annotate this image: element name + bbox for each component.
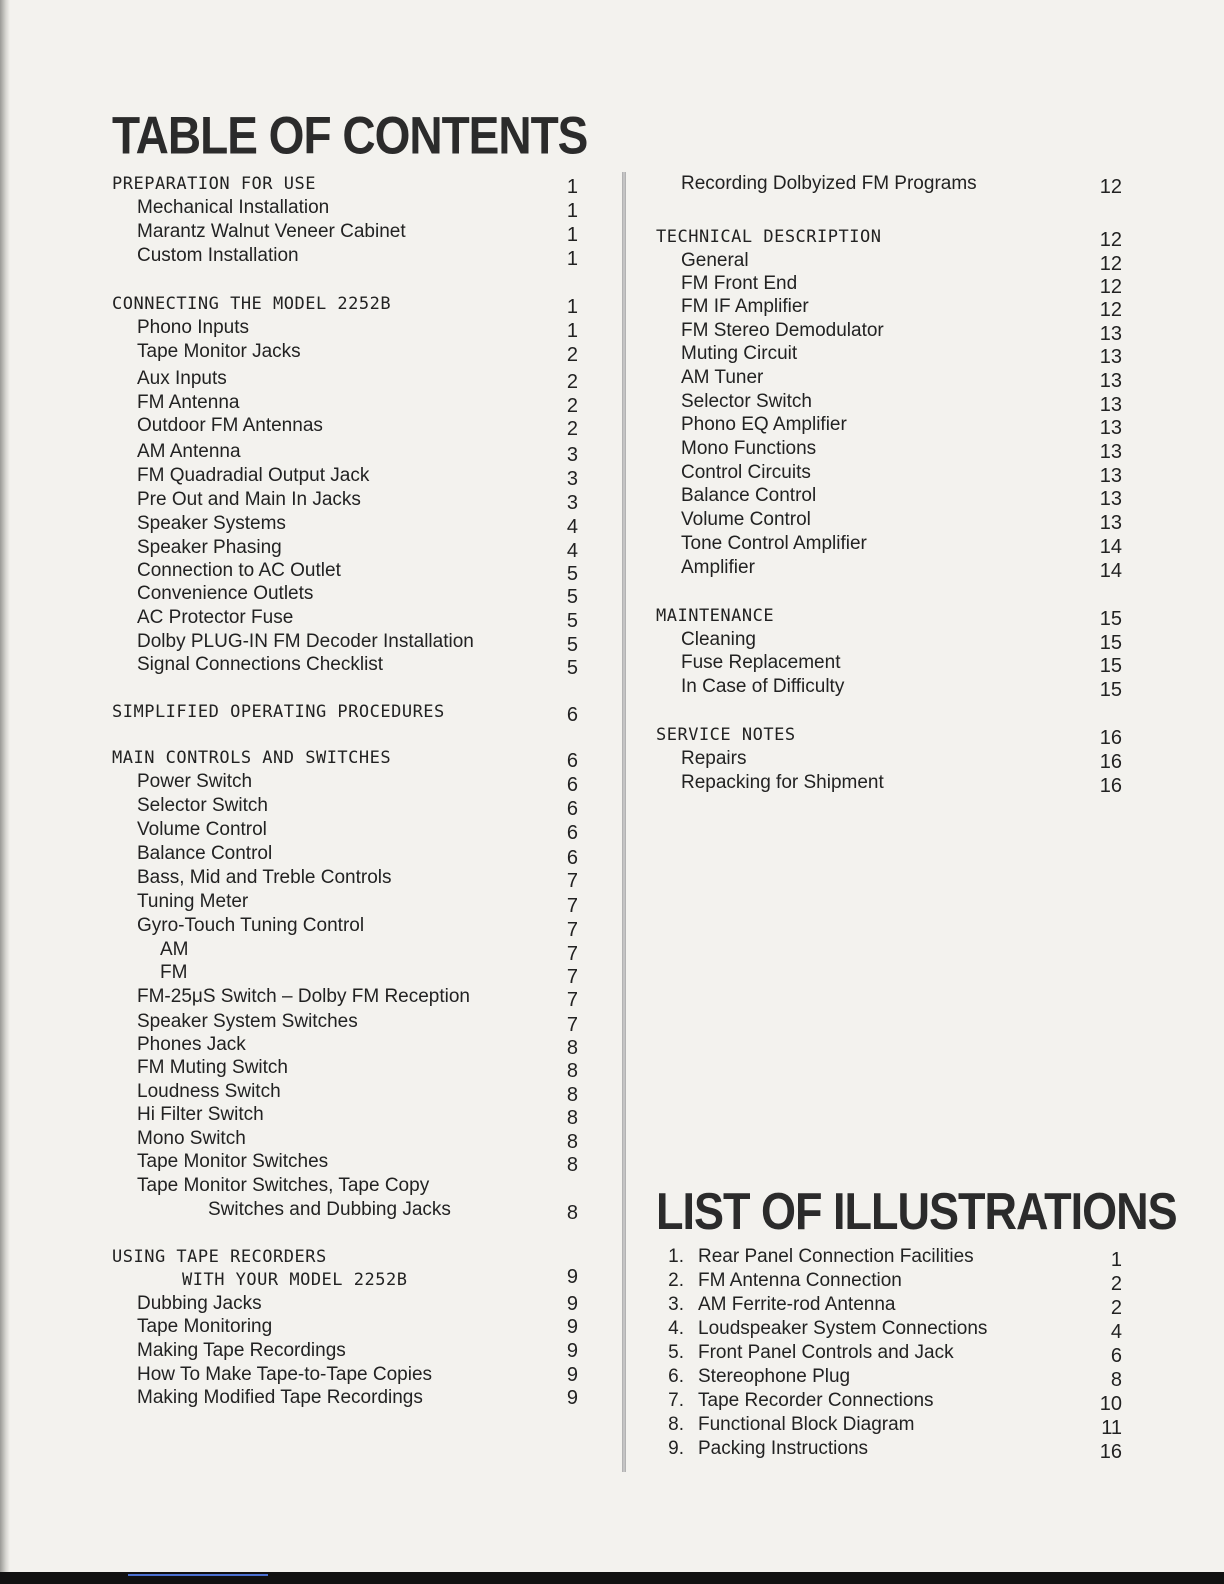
illustration-number: 8. <box>668 1414 684 1435</box>
toc-entry-label: Fuse Replacement <box>681 652 841 673</box>
toc-page-number: 1 <box>566 296 578 318</box>
toc-entry-label: Speaker Phasing <box>137 537 282 558</box>
toc-entry-label: Making Tape Recordings <box>137 1340 346 1361</box>
illustration-number: 9. <box>668 1438 684 1459</box>
toc-page-number: 8 <box>566 1154 578 1176</box>
toc-page-number: 8 <box>566 1202 578 1224</box>
toc-page-number: 13 <box>1099 417 1122 439</box>
toc-page-number: 16 <box>1099 727 1122 749</box>
toc-section-heading: CONNECTING THE MODEL 2252B <box>112 294 392 314</box>
toc-page-number: 7 <box>566 943 578 965</box>
toc-page-number: 7 <box>566 895 578 917</box>
toc-entry-label: Convenience Outlets <box>137 583 314 604</box>
toc-page-number: 3 <box>566 468 578 490</box>
toc-section-heading: MAINTENANCE <box>656 606 775 626</box>
toc-page-number: 13 <box>1099 323 1122 345</box>
toc-entry-label: Mono Functions <box>681 438 817 459</box>
toc-page-number: 7 <box>566 870 578 892</box>
toc-page-number: 16 <box>1099 751 1122 773</box>
toc-page-number: 13 <box>1099 488 1122 510</box>
toc-page-number: 14 <box>1099 536 1122 558</box>
toc-page-number: 13 <box>1099 394 1122 416</box>
toc-page-number: 4 <box>566 516 578 538</box>
toc-page-number: 15 <box>1099 679 1122 701</box>
toc-section-heading: WITH YOUR MODEL 2252B <box>182 1270 408 1290</box>
toc-page-number: 6 <box>566 750 578 772</box>
toc-page-number: 5 <box>566 610 578 632</box>
toc-page-number: 9 <box>566 1364 578 1386</box>
illustration-page-number: 11 <box>1101 1417 1122 1439</box>
toc-entry-label: FM Quadradial Output Jack <box>137 465 370 486</box>
toc-page-number: 9 <box>566 1266 578 1288</box>
toc-page-number: 12 <box>1099 229 1122 251</box>
toc-page-number: 13 <box>1099 512 1122 534</box>
toc-section-heading: SERVICE NOTES <box>656 725 796 745</box>
toc-page-number: 7 <box>566 919 578 941</box>
toc-entry-label: Phono Inputs <box>137 317 249 338</box>
illustration-label: Functional Block Diagram <box>698 1414 915 1435</box>
toc-entry-label: FM Muting Switch <box>137 1057 288 1078</box>
toc-entry-label: Outdoor FM Antennas <box>137 415 323 436</box>
toc-page-number: 3 <box>566 492 578 514</box>
toc-page-number: 12 <box>1099 299 1122 321</box>
toc-entry-label: Volume Control <box>137 819 267 840</box>
toc-page-number: 12 <box>1099 176 1122 198</box>
toc-entry-label: Speaker System Switches <box>137 1011 358 1032</box>
toc-page-number: 8 <box>566 1060 578 1082</box>
scan-bottom-edge <box>0 1572 1224 1584</box>
illustration-number: 7. <box>668 1390 684 1411</box>
toc-page-number: 15 <box>1099 655 1122 677</box>
toc-entry-label: Cleaning <box>681 629 756 650</box>
toc-entry-label: Loudness Switch <box>137 1081 281 1102</box>
illustration-label: Rear Panel Connection Facilities <box>698 1246 974 1267</box>
toc-page-number: 1 <box>566 248 578 270</box>
toc-page-number: 9 <box>566 1387 578 1409</box>
toc-entry-label: Tape Monitor Switches, Tape Copy <box>137 1175 430 1196</box>
illustration-number: 5. <box>668 1342 684 1363</box>
toc-page-number: 15 <box>1099 632 1122 654</box>
toc-page-number: 14 <box>1099 560 1122 582</box>
toc-entry-label: Tape Monitor Switches <box>137 1151 329 1172</box>
toc-entry-label: General <box>681 250 749 271</box>
toc-page-number: 1 <box>566 200 578 222</box>
toc-page-number: 2 <box>566 344 578 366</box>
toc-page-number: 8 <box>566 1107 578 1129</box>
toc-page-number: 5 <box>566 634 578 656</box>
toc-entry-label: FM IF Amplifier <box>681 296 809 317</box>
toc-entry-label: FM Stereo Demodulator <box>681 320 884 341</box>
toc-entry-label: Aux Inputs <box>137 368 227 389</box>
toc-entry-label: Mechanical Installation <box>137 197 330 218</box>
toc-entry-label: Gyro-Touch Tuning Control <box>137 915 365 936</box>
toc-entry-label: Selector Switch <box>137 795 268 816</box>
toc-page-number: 2 <box>566 371 578 393</box>
illustration-label: Loudspeaker System Connections <box>698 1318 988 1339</box>
page-binding-edge <box>0 0 10 1584</box>
toc-entry-label: AM Antenna <box>137 441 241 462</box>
illustration-page-number: 1 <box>1110 1249 1122 1271</box>
toc-entry-label: Signal Connections Checklist <box>137 654 384 675</box>
toc-section-heading: PREPARATION FOR USE <box>112 174 316 194</box>
toc-page-number: 6 <box>566 704 578 726</box>
toc-page-number: 2 <box>566 395 578 417</box>
toc-entry-label: Custom Installation <box>137 245 299 266</box>
toc-page-number: 7 <box>566 966 578 988</box>
toc-section-heading: TECHNICAL DESCRIPTION <box>656 227 882 247</box>
toc-page-number: 7 <box>566 1014 578 1036</box>
toc-entry-label: Selector Switch <box>681 391 812 412</box>
toc-entry-label: Amplifier <box>681 557 755 578</box>
toc-page-number: 1 <box>566 224 578 246</box>
illustration-number: 2. <box>668 1270 684 1291</box>
toc-entry-label: Volume Control <box>681 509 811 530</box>
toc-entry-label: How To Make Tape-to-Tape Copies <box>137 1364 433 1385</box>
toc-entry-label: FM Antenna <box>137 392 240 413</box>
toc-page-number: 5 <box>566 586 578 608</box>
illustration-number: 1. <box>668 1246 684 1267</box>
illustration-number: 4. <box>668 1318 684 1339</box>
toc-section-heading: MAIN CONTROLS AND SWITCHES <box>112 748 392 768</box>
illustration-label: Tape Recorder Connections <box>698 1390 934 1411</box>
toc-entry-label: Connection to AC Outlet <box>137 560 341 581</box>
toc-entry-label: Mono Switch <box>137 1128 246 1149</box>
illustration-number: 3. <box>668 1294 684 1315</box>
toc-page-number: 6 <box>566 822 578 844</box>
illustration-label: Stereophone Plug <box>698 1366 851 1387</box>
toc-page-number: 13 <box>1099 441 1122 463</box>
toc-entry-label: Repairs <box>681 748 747 769</box>
toc-page-number: 6 <box>566 798 578 820</box>
toc-page-number: 5 <box>566 657 578 679</box>
toc-page-number: 9 <box>566 1340 578 1362</box>
toc-entry-label: FM <box>160 962 188 983</box>
toc-page-number: 15 <box>1099 608 1122 630</box>
toc-page-number: 1 <box>566 176 578 198</box>
toc-page-number: 6 <box>566 847 578 869</box>
toc-page-number: 13 <box>1099 465 1122 487</box>
toc-entry-label: FM-25μS Switch – Dolby FM Reception <box>137 986 471 1007</box>
illustration-page-number: 4 <box>1110 1321 1122 1343</box>
illustration-page-number: 8 <box>1110 1369 1122 1391</box>
toc-entry-label: Dubbing Jacks <box>137 1293 262 1314</box>
toc-page-number: 8 <box>566 1084 578 1106</box>
toc-entry-label: Muting Circuit <box>681 343 798 364</box>
illustration-number: 6. <box>668 1366 684 1387</box>
toc-page-number: 8 <box>566 1037 578 1059</box>
column-divider <box>622 172 626 1472</box>
toc-entry-label: Making Modified Tape Recordings <box>137 1387 423 1408</box>
toc-entry-label: Phones Jack <box>137 1034 246 1055</box>
toc-entry-label: Speaker Systems <box>137 513 286 534</box>
toc-title: TABLE OF CONTENTS <box>112 105 588 165</box>
toc-entry-label: FM Front End <box>681 273 798 294</box>
toc-entry-label: Bass, Mid and Treble Controls <box>137 867 392 888</box>
toc-entry-label: Phono EQ Amplifier <box>681 414 847 435</box>
toc-entry-label: AM Tuner <box>681 367 764 388</box>
toc-entry-label: Tone Control Amplifier <box>681 533 867 554</box>
illustration-label: Packing Instructions <box>698 1438 869 1459</box>
toc-entry-label: AC Protector Fuse <box>137 607 294 628</box>
toc-section-heading: SIMPLIFIED OPERATING PROCEDURES <box>112 702 445 722</box>
toc-page-number: 13 <box>1099 346 1122 368</box>
toc-page-number: 16 <box>1099 775 1122 797</box>
toc-entry-label: Pre Out and Main In Jacks <box>137 489 361 510</box>
toc-page-number: 8 <box>566 1131 578 1153</box>
toc-entry-label: Repacking for Shipment <box>681 772 884 793</box>
toc-page-number: 4 <box>566 540 578 562</box>
illustration-page-number: 10 <box>1099 1393 1122 1415</box>
toc-page-number: 2 <box>566 418 578 440</box>
toc-entry-label: Recording Dolbyized FM Programs <box>681 173 977 194</box>
toc-page-number: 3 <box>566 444 578 466</box>
toc-page-number: 13 <box>1099 370 1122 392</box>
toc-entry-label: Power Switch <box>137 771 253 792</box>
toc-entry-label: AM <box>160 939 189 960</box>
toc-page-number: 5 <box>566 563 578 585</box>
toc-entry-label: Dolby PLUG-IN FM Decoder Installation <box>137 631 474 652</box>
toc-entry-label: Hi Filter Switch <box>137 1104 264 1125</box>
toc-entry-label: Tuning Meter <box>137 891 249 912</box>
toc-entry-label: Tape Monitor Jacks <box>137 341 301 362</box>
illustration-label: FM Antenna Connection <box>698 1270 902 1291</box>
illustration-page-number: 2 <box>1110 1273 1122 1295</box>
toc-page-number: 6 <box>566 774 578 796</box>
toc-entry-label: Tape Monitoring <box>137 1316 273 1337</box>
illustration-page-number: 16 <box>1099 1441 1122 1463</box>
toc-page-number: 1 <box>566 320 578 342</box>
toc-entry-label: Switches and Dubbing Jacks <box>208 1199 451 1220</box>
toc-page-number: 12 <box>1099 253 1122 275</box>
illustration-label: AM Ferrite-rod Antenna <box>698 1294 896 1315</box>
toc-entry-label: In Case of Difficulty <box>681 676 845 697</box>
toc-entry-label: Marantz Walnut Veneer Cabinet <box>137 221 406 242</box>
toc-page-number: 12 <box>1099 276 1122 298</box>
toc-page-number: 7 <box>566 989 578 1011</box>
toc-page-number: 9 <box>566 1293 578 1315</box>
toc-entry-label: Control Circuits <box>681 462 811 483</box>
illustration-page-number: 2 <box>1110 1297 1122 1319</box>
illustration-label: Front Panel Controls and Jack <box>698 1342 954 1363</box>
illustration-page-number: 6 <box>1110 1345 1122 1367</box>
illustrations-title: LIST OF ILLUSTRATIONS <box>656 1182 1177 1241</box>
toc-page-number: 9 <box>566 1316 578 1338</box>
toc-entry-label: Balance Control <box>137 843 273 864</box>
toc-section-heading: USING TAPE RECORDERS <box>112 1247 327 1267</box>
toc-entry-label: Balance Control <box>681 485 817 506</box>
